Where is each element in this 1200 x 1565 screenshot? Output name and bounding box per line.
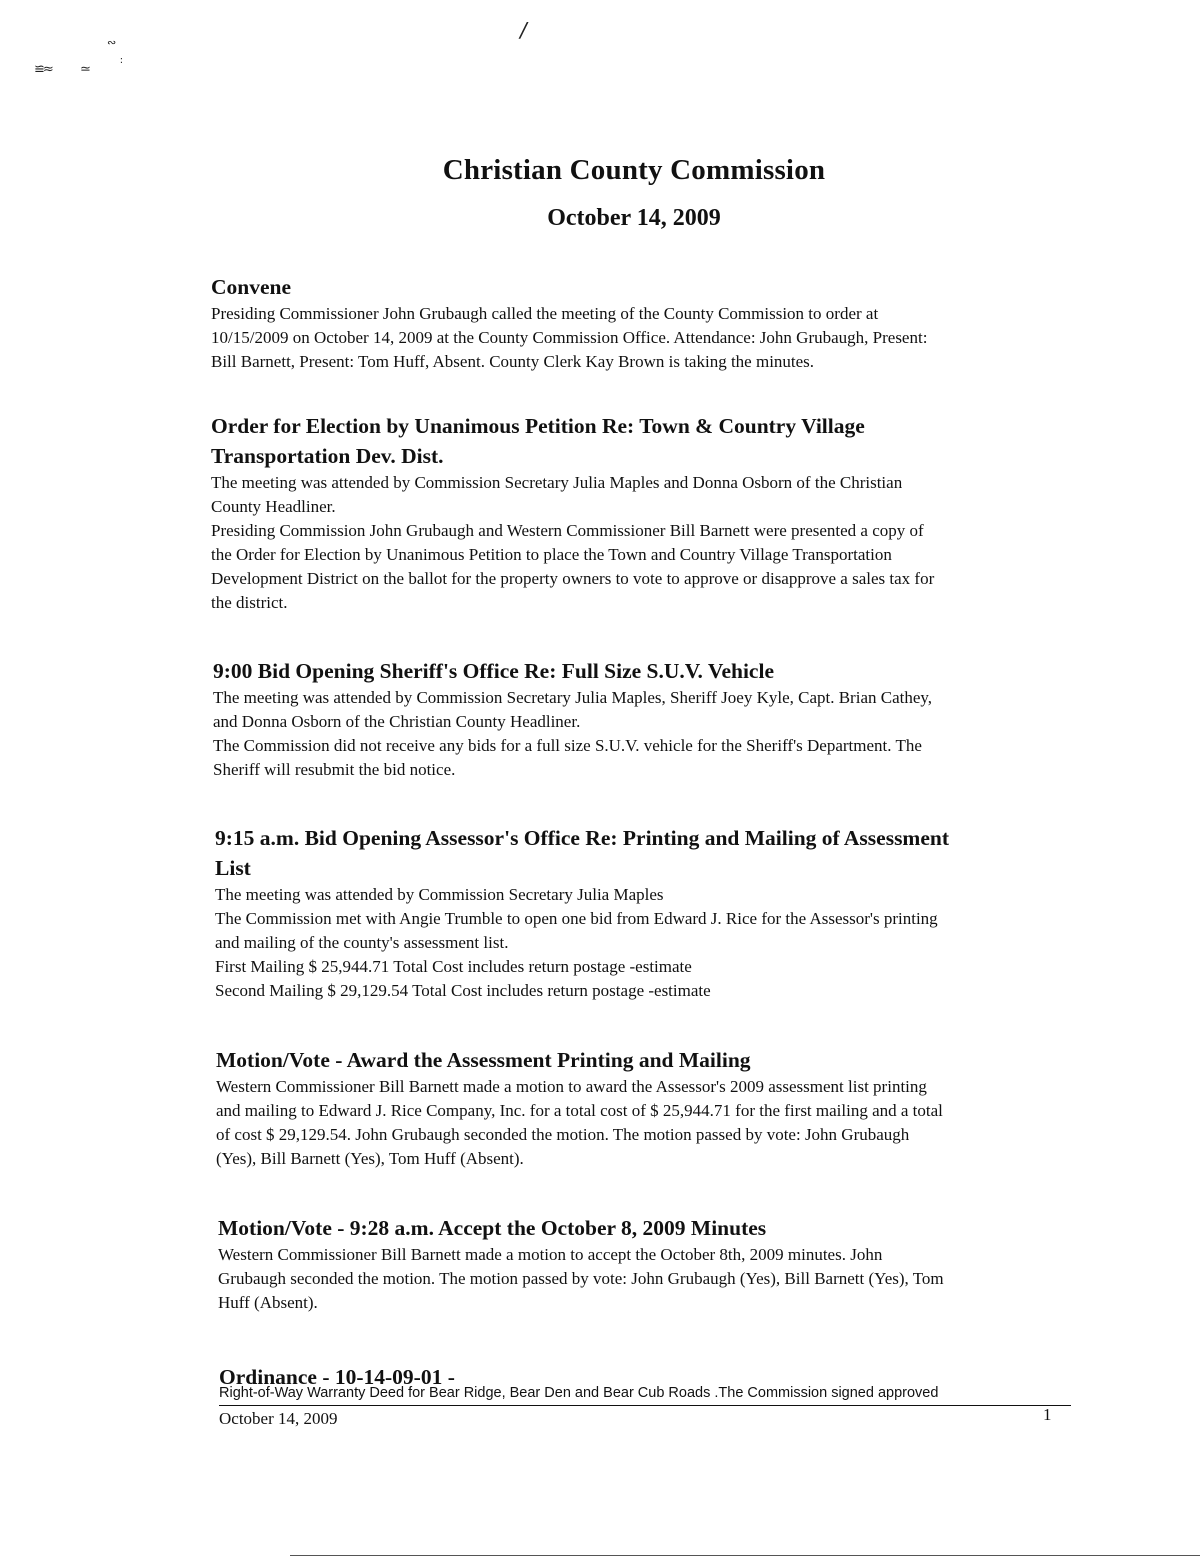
paragraph-line: Second Mailing $ 29,129.54 Total Cost includes return postage -estimate — [215, 981, 711, 1000]
paragraph-line: Presiding Commissioner John Grubaugh called the meeting of the County Commission to order at — [211, 304, 879, 323]
section-heading: 9:15 a.m. Bid Opening Assessor's Office Re: Printing and Mailing of Assessment — [215, 826, 950, 850]
section-heading: Order for Election by Unanimous Petition Re: Town & Country Village — [211, 414, 865, 438]
paragraph-line: The Commission did not receive any bids for a full size S.U.V. vehicle for the Sheriff's Department. The — [213, 736, 922, 755]
paragraph-line: 10/15/2009 on October 14, 2009 at the County Commission Office. Attendance: John Grubaugh, Present: — [211, 328, 928, 347]
paragraph-line: The meeting was attended by Commission Secretary Julia Maples, Sheriff Joey Kyle, Capt. Brian Cathey, — [213, 688, 933, 707]
paragraph-line: and mailing of the county's assessment list. — [215, 933, 509, 952]
section-heading: List — [215, 856, 251, 880]
section-heading: Transportation Dev. Dist. — [211, 444, 444, 468]
paragraph-line: The meeting was attended by Commission Secretary Julia Maples and Donna Osborn of the Christian — [211, 473, 903, 492]
paragraph-line: the district. — [211, 593, 288, 612]
top-mark: / — [520, 18, 527, 42]
section-heading: Ordinance - 10-14-09-01 - — [219, 1365, 455, 1389]
footer-divider — [219, 1405, 1071, 1406]
paragraph-line: Development District on the ballot for the property owners to vote to approve or disapprove a sales tax for — [211, 569, 935, 588]
paragraph-line: Presiding Commission John Grubaugh and Western Commissioner Bill Barnett were presented a copy of — [211, 521, 924, 540]
section-motion-minutes — [218, 1213, 1098, 1315]
paragraph-line: and Donna Osborn of the Christian County Headliner. — [213, 712, 581, 731]
section-convene — [211, 272, 1091, 374]
section-assessor-bid-opening — [215, 823, 1095, 1003]
paragraph-line: Western Commissioner Bill Barnett made a motion to accept the October 8th, 2009 minutes. John — [218, 1245, 883, 1264]
paragraph-line: The meeting was attended by Commission Secretary Julia Maples — [215, 885, 664, 904]
paragraph-line: Western Commissioner Bill Barnett made a motion to award the Assessor's 2009 assessment list printing — [216, 1077, 927, 1096]
footer-date: October 14, 2009 — [219, 1409, 338, 1428]
scan-speck: ∶ — [120, 56, 123, 67]
section-heading: Motion/Vote - Award the Assessment Printing and Mailing — [216, 1048, 751, 1072]
paragraph-line: Bill Barnett, Present: Tom Huff, Absent. County Clerk Kay Brown is taking the minutes. — [211, 352, 815, 371]
ordinance-continuation-text: Right-of-Way Warranty Deed for Bear Ridge, Bear Den and Bear Cub Roads .The Commission signed approved — [219, 1385, 939, 1401]
paragraph-line: First Mailing $ 25,944.71 Total Cost includes return postage -estimate — [215, 957, 692, 976]
document-date: October 14, 2009 — [547, 205, 721, 231]
scan-edge-line — [290, 1555, 1200, 1556]
scan-speck: ∾ — [107, 36, 117, 49]
scan-speck: ≌≈ — [34, 62, 52, 77]
scan-speck: ≃ — [80, 62, 91, 77]
paragraph-line: of cost $ 29,129.54. John Grubaugh seconded the motion. The motion passed by vote: John Grubaugh — [216, 1125, 910, 1144]
section-heading: Convene — [211, 275, 292, 299]
paragraph-line: Grubaugh seconded the motion. The motion passed by vote: John Grubaugh (Yes), Bill Barnett (Yes), Tom — [218, 1269, 944, 1288]
paragraph-line: Huff (Absent). — [218, 1293, 318, 1312]
page-number: 1 — [1043, 1405, 1052, 1424]
section-heading: Motion/Vote - 9:28 a.m. Accept the October 8, 2009 Minutes — [218, 1216, 767, 1240]
section-sheriff-bid-opening — [213, 656, 1093, 782]
section-heading: 9:00 Bid Opening Sheriff's Office Re: Full Size S.U.V. Vehicle — [213, 659, 774, 683]
paragraph-line: The Commission met with Angie Trumble to open one bid from Edward J. Rice for the Assessor's printing — [215, 909, 938, 928]
paragraph-line: and mailing to Edward J. Rice Company, Inc. for a total cost of $ 25,944.71 for the first mailing and a total — [216, 1101, 943, 1120]
section-order-for-election — [211, 411, 1091, 615]
paragraph-line: (Yes), Bill Barnett (Yes), Tom Huff (Absent). — [216, 1149, 524, 1168]
paragraph-line: the Order for Election by Unanimous Petition to place the Town and Country Village Transportation — [211, 545, 892, 564]
document-title: Christian County Commission — [442, 154, 826, 186]
paragraph-line: County Headliner. — [211, 497, 336, 516]
section-motion-award — [216, 1045, 1096, 1171]
paragraph-line: Sheriff will resubmit the bid notice. — [213, 760, 456, 779]
